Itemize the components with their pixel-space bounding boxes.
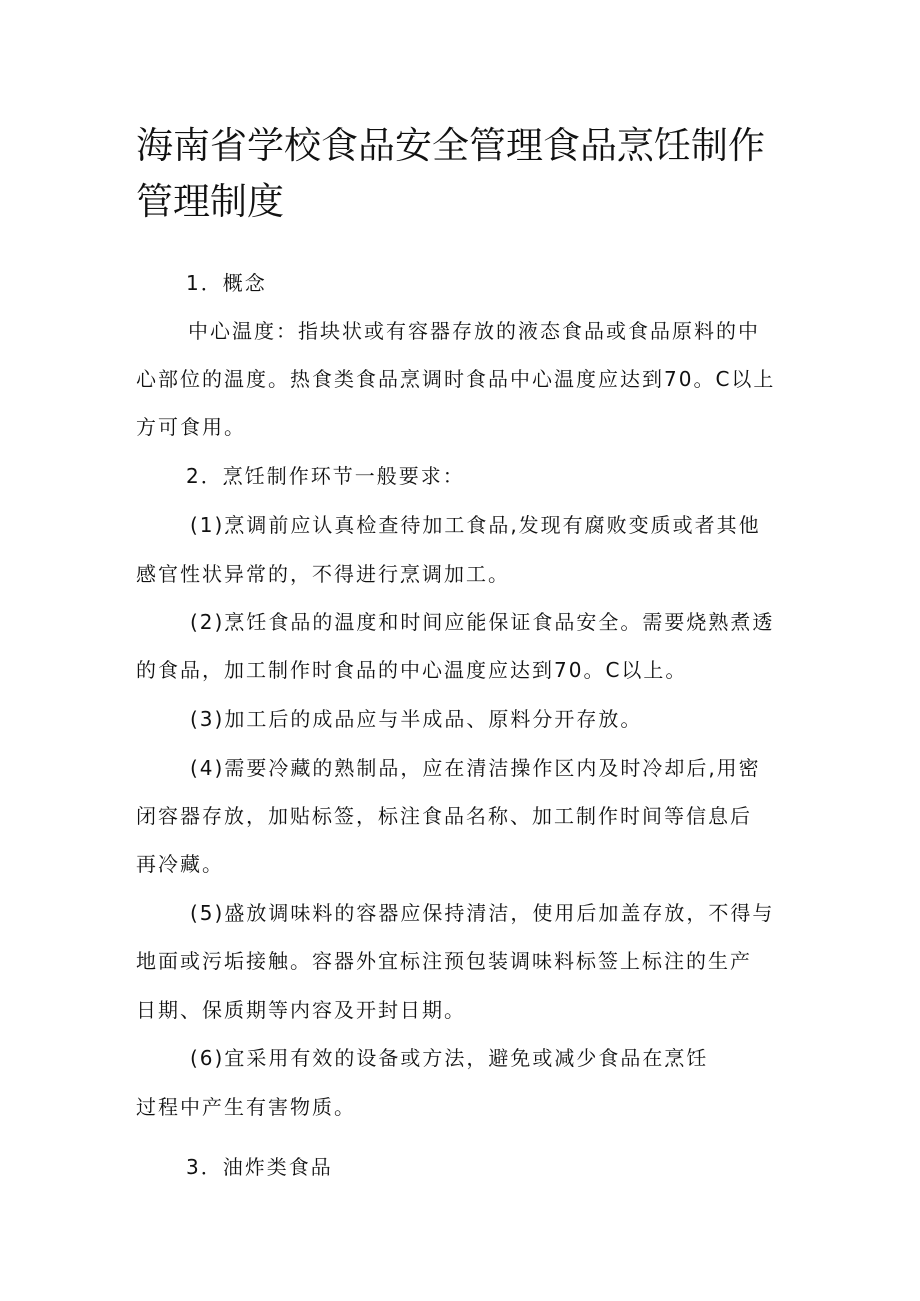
section-1-heading: 1．概念: [186, 271, 267, 295]
paragraph-line: 感官性状异常的，不得进行烹调加工。: [136, 562, 510, 586]
paragraph-line: (3)加工后的成品应与半成品、原料分开存放。: [190, 707, 643, 731]
paragraph-line: 再冷藏。: [136, 852, 224, 876]
paragraph-line: (1)烹调前应认真检查待加工食品,发现有腐败变质或者其他: [190, 513, 761, 537]
paragraph-line: 闭容器存放，加贴标签，标注食品名称、加工制作时间等信息后: [136, 804, 752, 828]
paragraph-line: 心部位的温度。热食类食品烹调时食品中心温度应达到70。C以上: [136, 367, 776, 391]
section-2-heading: 2．烹饪制作环节一般要求：: [186, 464, 465, 488]
paragraph-line: (2)烹饪食品的温度和时间应能保证食品安全。需要烧熟煮透: [190, 610, 775, 634]
paragraph-line: (6)宜采用有效的设备或方法，避免或减少食品在烹饪: [190, 1046, 709, 1070]
paragraph-line: 中心温度：指块状或有容器存放的液态食品或食品原料的中: [188, 319, 760, 343]
paragraph-line: 日期、保质期等内容及开封日期。: [136, 998, 466, 1022]
section-3-heading: 3．油炸类食品: [186, 1155, 333, 1179]
paragraph-line: (5)盛放调味料的容器应保持清洁，使用后加盖存放，不得与: [190, 901, 775, 925]
paragraph-line: 方可食用。: [136, 415, 246, 439]
paragraph-line: (4)需要冷藏的熟制品，应在清洁操作区内及时冷却后,用密: [190, 756, 761, 780]
paragraph-line: 的食品，加工制作时食品的中心温度应达到70。C以上。: [136, 658, 688, 682]
paragraph-line: 过程中产生有害物质。: [136, 1095, 356, 1119]
paragraph-line: 地面或污垢接触。容器外宜标注预包装调味料标签上标注的生产: [136, 949, 752, 973]
document-title: 海南省学校食品安全管理食品烹饪制作管理制度: [136, 124, 765, 223]
